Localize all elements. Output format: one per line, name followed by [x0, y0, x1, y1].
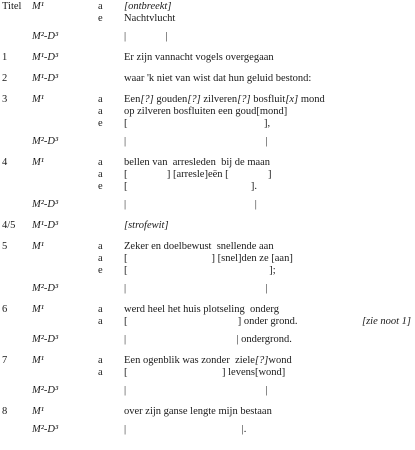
editorial-mark: [x]	[285, 94, 299, 105]
text-segment: [ ] onder grond.	[124, 316, 298, 327]
variant-text	[124, 13, 175, 25]
witness-siglum: M¹-D³	[32, 220, 59, 231]
text-segment: Een	[124, 94, 141, 105]
line-number: 4/5	[2, 220, 16, 231]
variant-text	[124, 199, 257, 211]
stage-siglum: e	[98, 13, 103, 24]
text-segment: [ ].	[124, 181, 257, 192]
line-number: 3	[2, 94, 8, 105]
variant-text	[124, 157, 270, 169]
witness-siglum: M¹	[32, 304, 44, 315]
text-segment: | |.	[124, 424, 247, 435]
text-segment: Een ogenblik was zonder ziele	[124, 355, 255, 366]
variant-text	[124, 265, 276, 277]
line-number: 5	[2, 241, 8, 252]
witness-siglum: M²-D³	[32, 31, 59, 42]
text-segment: over zijn ganse lengte mijn bestaan	[124, 406, 272, 417]
line-number: 2	[2, 73, 8, 84]
witness-siglum: M¹	[32, 94, 44, 105]
variant-text	[124, 181, 257, 193]
variant-text	[124, 367, 285, 379]
editorial-mark: [ontbreekt]	[124, 1, 172, 12]
stage-siglum: e	[98, 265, 103, 276]
variant-text	[124, 253, 293, 265]
line-number: 6	[2, 304, 8, 315]
text-segment: Er zijn vannacht vogels overgegaan	[124, 52, 274, 63]
witness-siglum: M¹-D³	[32, 73, 59, 84]
editorial-note: [zie noot 1]	[362, 316, 412, 327]
variant-text	[124, 316, 298, 328]
text-segment: op zilveren bosfluiten een goud[mond]	[124, 106, 288, 117]
witness-siglum: M¹	[32, 241, 44, 252]
stage-siglum: a	[98, 106, 103, 117]
variant-text	[124, 118, 270, 130]
text-segment: zilveren	[200, 94, 238, 105]
variant-text	[124, 169, 272, 181]
variant-text	[124, 283, 267, 295]
editorial-mark: [strofewit]	[124, 220, 169, 231]
witness-siglum: M²-D³	[32, 283, 59, 294]
stage-siglum: e	[98, 118, 103, 129]
text-segment: [ ],	[124, 118, 271, 129]
stage-siglum: a	[98, 94, 103, 105]
line-number: 1	[2, 52, 8, 63]
text-segment: bellen van arresleden bij de maan	[124, 157, 271, 168]
variant-text	[124, 220, 169, 232]
witness-siglum: M²-D³	[32, 334, 59, 345]
stage-siglum: a	[98, 1, 103, 12]
text-segment: bosfluit	[250, 94, 286, 105]
variant-text	[124, 385, 267, 397]
witness-siglum: M²-D³	[32, 136, 59, 147]
variant-text	[124, 334, 292, 346]
text-segment: [ ];	[124, 265, 276, 276]
editorial-mark: [?]	[140, 94, 154, 105]
stage-siglum: a	[98, 169, 103, 180]
text-segment: [ ] [arresle]eën [ ]	[124, 169, 272, 180]
witness-siglum: M²-D³	[32, 385, 59, 396]
witness-siglum: M¹	[32, 406, 44, 417]
text-segment: | |	[124, 31, 168, 42]
text-segment: | |	[124, 136, 268, 147]
text-segment: gouden	[153, 94, 188, 105]
variant-text	[124, 355, 292, 367]
variant-text	[124, 52, 274, 64]
witness-siglum: M¹	[32, 355, 44, 366]
line-number: 4	[2, 157, 8, 168]
text-segment: Nachtvlucht	[124, 13, 176, 24]
stage-siglum: a	[98, 316, 103, 327]
stage-siglum: a	[98, 304, 103, 315]
text-segment: werd heel het huis plotseling onderg	[124, 304, 279, 315]
editorial-mark: [?]	[254, 355, 269, 366]
variant-text	[124, 73, 311, 85]
text-segment: waar 'k niet van wist dat hun geluid bestond:	[124, 73, 312, 84]
stage-siglum: a	[98, 355, 103, 366]
line-number: 7	[2, 355, 8, 366]
text-segment: Zeker en doelbewust snellende aan	[124, 241, 274, 252]
line-number: Titel	[2, 1, 22, 12]
witness-siglum: M¹-D³	[32, 52, 59, 63]
variant-text	[124, 241, 274, 253]
text-segment: | |	[124, 385, 268, 396]
text-segment: [ ] [snel]den ze [aan]	[124, 253, 293, 264]
stage-siglum: a	[98, 157, 103, 168]
witness-siglum: M¹	[32, 157, 44, 168]
stage-siglum: e	[98, 181, 103, 192]
variant-text	[124, 136, 267, 148]
witness-siglum: M¹	[32, 1, 44, 12]
editorial-mark: [?]	[237, 94, 251, 105]
witness-siglum: M²-D³	[32, 424, 59, 435]
text-segment: | |	[124, 283, 268, 294]
variant-text	[124, 406, 272, 418]
variant-text	[124, 94, 325, 106]
stage-siglum: a	[98, 367, 103, 378]
text-segment: [ ] levens[wond]	[124, 367, 286, 378]
text-segment: mond	[298, 94, 325, 105]
witness-siglum: M²-D³	[32, 199, 59, 210]
line-number: 8	[2, 406, 8, 417]
text-segment: | | ondergrond.	[124, 334, 292, 345]
text-segment: wond	[268, 355, 292, 366]
text-segment: | |	[124, 199, 257, 210]
variant-text	[124, 424, 246, 436]
variant-text	[124, 106, 287, 118]
variant-text	[124, 31, 168, 43]
editorial-mark: [?]	[187, 94, 201, 105]
variant-text	[124, 1, 171, 13]
stage-siglum: a	[98, 241, 103, 252]
variant-text	[124, 304, 279, 316]
stage-siglum: a	[98, 253, 103, 264]
